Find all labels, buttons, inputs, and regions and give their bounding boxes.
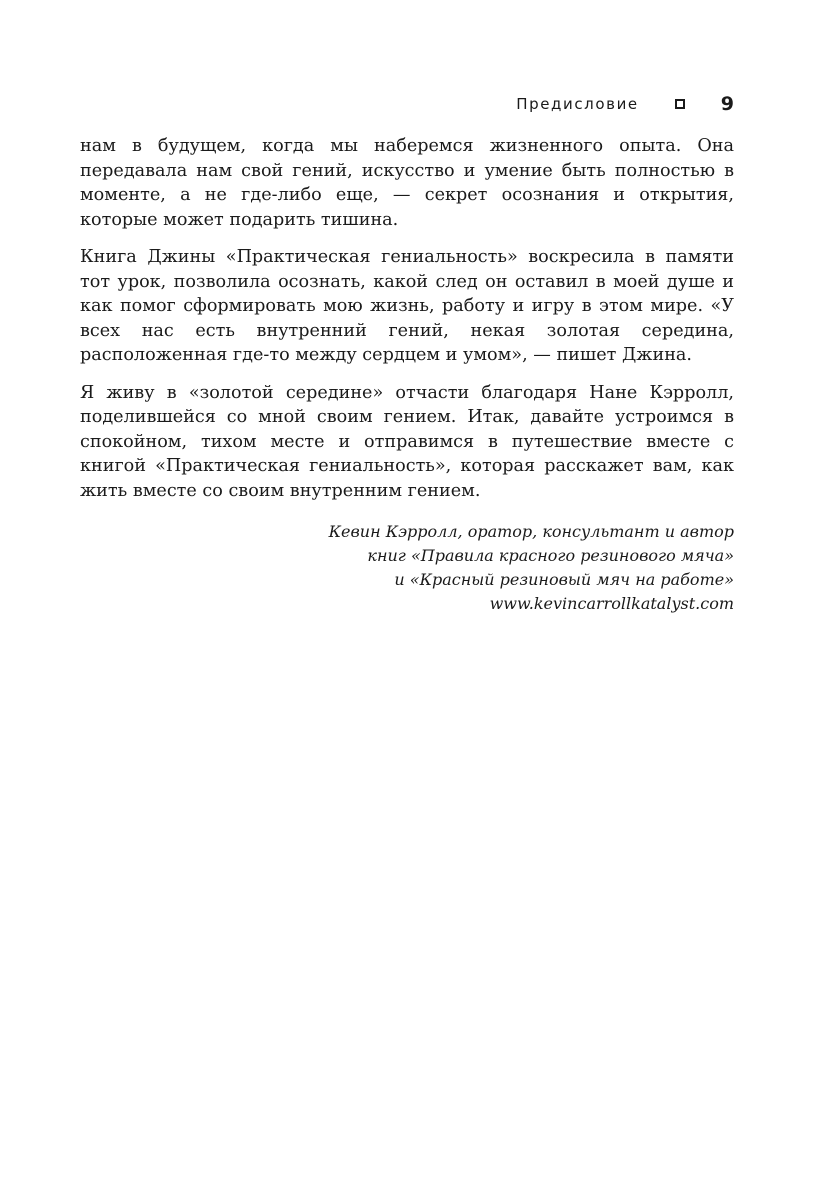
page-number: 9 <box>720 93 734 115</box>
paragraph: Я живу в «золотой середине» отчасти благодаря Нане Кэрролл, поделившейся со мной своим гением. Итак, давайте устроимся в спокойном, тихом месте и отправимся в путешествие вместе с книгой «Практическая гениальность», которая расскажет вам, как жить вместе со своим внутренним гением. <box>80 382 734 501</box>
paragraph: нам в будущем, когда мы наберемся жизненного опыта. Она передавала нам свой гений, искусство и умение быть полностью в моменте, а не где-либо еще, — секрет осознания и открытия, которые может подарить тишина. <box>80 136 734 230</box>
running-header <box>80 92 734 116</box>
paragraph: Книга Джины «Практическая гениальность» воскресила в памяти тот урок, позволила осознать, какой след он оставил в моей душе и как помог сформировать мою жизнь, работу и игру в этом мире. «У всех нас есть внутренний гений, некая золотая середина, расположенная где-то между сердцем и умом», — пишет Джина. <box>80 247 734 365</box>
signature-line: Кевин Кэрролл, оратор, консультант и автор <box>328 522 734 541</box>
signature-line: и «Красный резиновый мяч на работе» <box>394 570 734 589</box>
section-title: Предисловие <box>516 95 639 113</box>
square-bullet-icon <box>675 99 685 109</box>
signature-line: книг «Правила красного резинового мяча» <box>367 546 734 565</box>
signature-website: www.kevincarrollkatalyst.com <box>489 594 734 613</box>
body-text <box>80 134 734 516</box>
signature-block <box>300 520 734 616</box>
